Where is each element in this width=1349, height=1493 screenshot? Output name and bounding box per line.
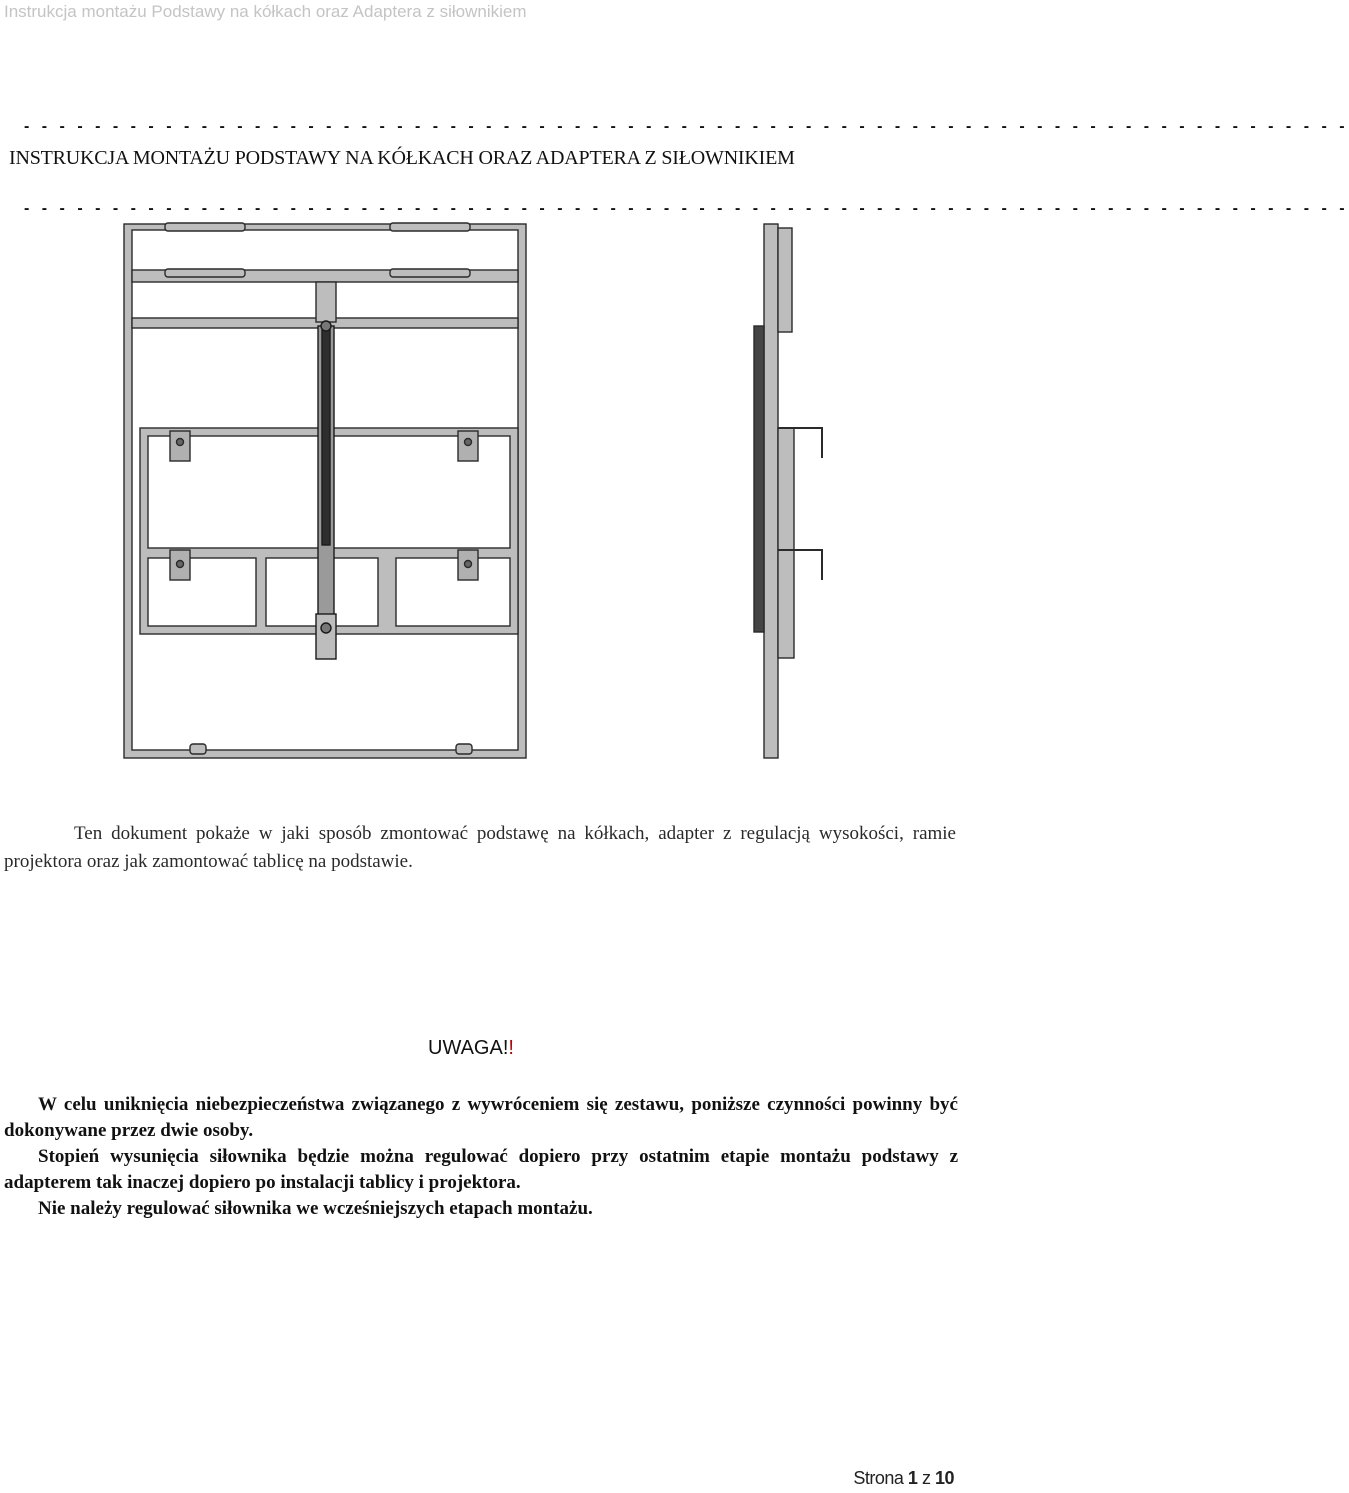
warning-paragraph: Nie należy regulować siłownika we wcześniejszych etapach montażu. [38,1198,593,1219]
warning-heading-text: UWAGA! [428,1037,509,1059]
page-total: 10 [934,1468,954,1488]
page-of-word: z [921,1468,931,1488]
page-word: Strona [853,1468,904,1488]
running-header: Instrukcja montażu Podstawy na kółkach oraz Adaptera z siłownikiem [4,2,527,21]
top-dashed-rule: - - - - - - - - - - - - - - - - - - - - - - - - - - - - - - - - - - - - - - - - - - - - - - - - - - - - - - - - - - - - - - - - - - - - - - - - - - - [24,118,1349,135]
stand-drawing [110,218,850,763]
side-view-frame [754,224,822,758]
warning-text [4,1092,958,1222]
document-title: INSTRUKCJA MONTAŻU PODSTAWY NA KÓŁKACH ORAZ ADAPTERA Z SIŁOWNIKIEM [9,147,795,169]
warning-paragraph: Stopień wysunięcia siłownika będzie można regulować dopiero przy ostatnim etapie montażu podstawy z adapterem tak inaczej dopiero po instalacji tablicy i projektora. [4,1146,958,1193]
intro-paragraph: Ten dokument pokaże w jaki sposób zmontować podstawę na kółkach, adapter z regulacją wysokości, ramie projektora oraz jak zamontować tablicę na podstawie. [4,823,956,872]
warning-heading [428,1037,514,1060]
page-current: 1 [907,1468,918,1488]
page-number [853,1468,954,1489]
bottom-dashed-rule: - - - - - - - - - - - - - - - - - - - - - - - - - - - - - - - - - - - - - - - - - - - - - - - - - - - - - - - - - - - - - - - - - - - - - - - - - - - [24,200,1349,217]
gas-spring-actuator [316,321,336,659]
warning-heading-red-mark: ! [508,1037,514,1059]
warning-paragraph: W celu uniknięcia niebezpieczeństwa związanego z wywróceniem się zestawu, poniższe czynności powinny być dokonywane przez dwie osoby. [4,1094,958,1141]
